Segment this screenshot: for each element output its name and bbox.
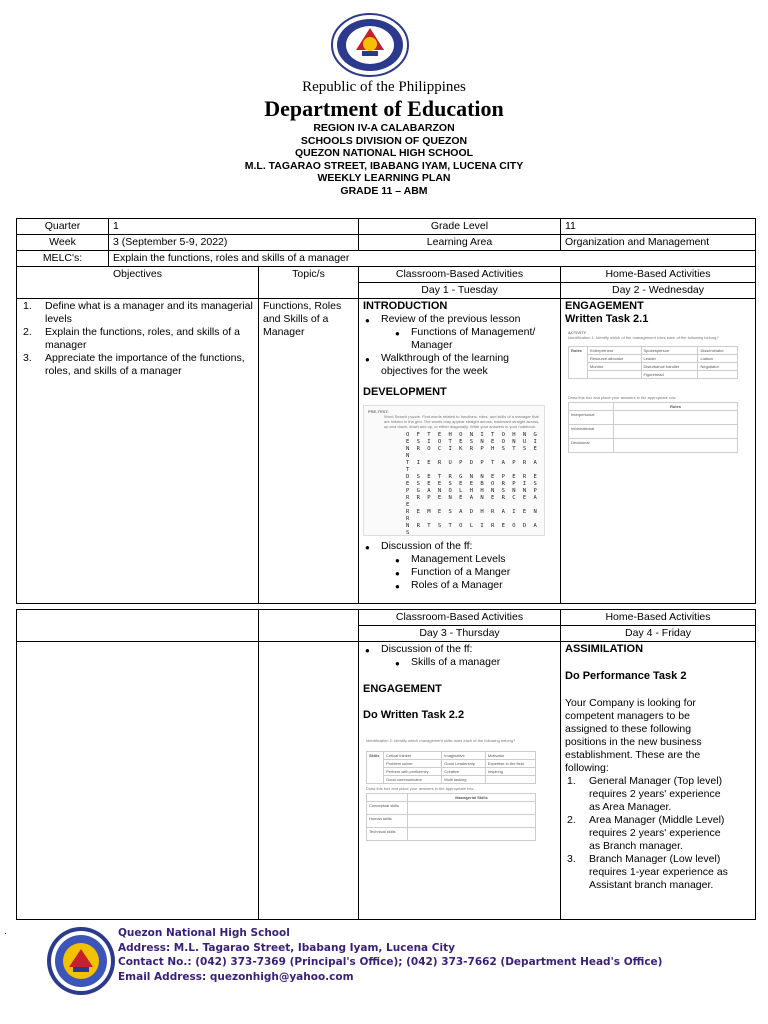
development-title: DEVELOPMENT [363, 386, 447, 398]
department-title: Department of Education [264, 96, 504, 121]
intro-sub-item: ● Functions of Management/ Manager [411, 326, 556, 352]
area-label: Learning Area [359, 235, 561, 251]
day3-header: Day 3 - Thursday [359, 626, 561, 642]
written-task-title: Written Task 2.1 [565, 313, 649, 325]
home-header: Home-Based Activities [561, 610, 756, 626]
performance-task-title: Do Performance Task 2 [565, 670, 687, 682]
roles-activity-image: ACTIVITY Identification 1: Identify which of the management roles each of the following belong? Roles Entrepreneur Spokesperson Disseminator Resource allocator Leader Liaison Monitor Disturbance handler Negotiator Figurehead Draw this box and place your answers in the appropriate row. Roles Interpersonal Informational Decisional [565, 328, 743, 455]
footer-contact-numbers: Contact No.: (042) 373-7369 (Principal's Office); (042) 373-7662 (Department Head's Office) [118, 956, 663, 968]
objective-item: 3. Appreciate the importance of the functions, roles, and skills of a manager [23, 352, 245, 377]
classroom-header: Classroom-Based Activities [359, 267, 561, 283]
footer-email: Email Address: quezonhigh@yahoo.com [118, 970, 354, 983]
quarter-label: Quarter [17, 219, 109, 235]
discussion-item: ● Discussion of the ff: ● Skills of a manager [381, 643, 556, 669]
area-value: Organization and Management [561, 235, 756, 251]
plan-table-week1 [16, 218, 756, 604]
objective-item: 2. Explain the functions, roles, and skills of a manager [23, 326, 240, 351]
task-paragraph: Your Company is looking for competent managers to be assigned to these following positions in the new business establishment. These are the following: [565, 697, 702, 774]
day1-activities [359, 299, 561, 604]
topic-cell-empty [259, 642, 359, 920]
blank-header-cell [259, 610, 359, 642]
objectives-header: Objectives [17, 267, 259, 299]
footer-address: Address: M.L. Tagarao Street, Ibabang Iyam, Lucena City [118, 941, 455, 954]
republic-line: Republic of the Philippines [302, 79, 466, 95]
objectives-list [21, 300, 254, 378]
topics-header: Topic/s [259, 267, 359, 299]
assimilation-title: ASSIMILATION [565, 643, 644, 655]
week-label: Week [17, 235, 109, 251]
region-line: REGION IV-A CALABARZON [313, 122, 455, 134]
engagement-title: ENGAGEMENT [363, 683, 442, 695]
word-search-grid: O F T E H O N I T O H N G E S I O T E S N E O N U I N R O C I K R P H S T S E N T I E R U P D P T A P R A T D S E T R G N N E P E R E E S E E S E E B O R P I S P G A N O L H H N S N N P R R P E N E A N E R C E A E R E M E S A D H R A I E N R N R T S T O L I R E O D A S [406, 432, 539, 536]
quarter-value: 1 [109, 219, 359, 235]
pretest-image: PRE-TEST: Word Search puzzle. Find words related to functions, roles, and skills of a manager that are hidden in the grid. The words may appear straight across, backward straight across, up and down, down and up, or either diagonally. Write your answers in your notebook. O F T E H O N I T O H N G E S I O T E S N E O N U I N R O C I K R P H S T S E N T I E R U P D P T A P R A T D S E T R G N N E P E R E E S E E S E E B O R P I S P G A N O L H H N S N N P R R P E N E A N E R C E A E R E M E S A D H R A I E N R N R T S T O L I R E O D A S [363, 405, 545, 536]
intro-item: ● Review of the previous lesson ● Functions of Management/ Manager [381, 313, 556, 352]
day3-activities [359, 642, 561, 920]
division-line: SCHOOLS DIVISION OF QUEZON [300, 134, 468, 147]
day4-header: Day 4 - Friday [561, 626, 756, 642]
day1-header: Day 1 - Tuesday [359, 283, 561, 299]
discussion-sub-item: ● Skills of a manager [411, 656, 556, 669]
introduction-title: INTRODUCTION [363, 300, 448, 312]
plan-title: WEEKLY LEARNING PLAN [317, 172, 451, 184]
school-logo [45, 925, 117, 997]
footer-school: Quezon National High School [118, 927, 290, 939]
topic-cell: Functions, Roles and Skills of a Manager [259, 299, 359, 604]
day2-activities [561, 299, 756, 604]
skills-activity-image: Identification 2: Identify which management skills does each of the following belong? Skills Critical thinker Imaginative Motivator Problem solver Good Leadership Expertise in the field Perform with proficiency Creative Inspiring Good communicator Multi tasking Draw this box and place your answers in the appropriate row. Managerial Skills Conceptual skills Human skills Technical skills [363, 736, 541, 843]
grade-line: GRADE 11 – ABM [340, 184, 428, 197]
deped-seal [329, 12, 411, 78]
home-header: Home-Based Activities [561, 267, 756, 283]
discussion-sub-item: ● Management Levels [411, 553, 556, 566]
objectives-cell [17, 299, 259, 604]
stray-mark: . [4, 926, 7, 937]
letterhead [0, 78, 768, 197]
discussion-sub-item: ● Function of a Manger [411, 566, 556, 579]
position-item: 1. General Manager (Top level) requires 2 years' experience as Area Manager. [567, 775, 723, 813]
week-value: 3 (September 5-9, 2022) [109, 235, 359, 251]
positions-list [565, 775, 751, 892]
position-item: 2. Area Manager (Middle Level) requires 2 years' experience as Branch manager. [567, 814, 725, 852]
melc-value: Explain the functions, roles and skills of a manager [109, 251, 756, 267]
footer-contact [118, 926, 662, 984]
day2-header: Day 2 - Wednesday [561, 283, 756, 299]
intro-item: ● Walkthrough of the learning objectives for the week [381, 352, 556, 378]
blank-header-cell [17, 610, 259, 642]
objectives-cell-empty [17, 642, 259, 920]
melc-label: MELC's: [17, 251, 109, 267]
objective-item: 1. Define what is a manager and its managerial levels [23, 300, 253, 325]
discussion-sub-item: ● Roles of a Manager [411, 579, 556, 592]
grade-label: Grade Level [359, 219, 561, 235]
written-task-title: Do Written Task 2.2 [363, 709, 465, 721]
engagement-title: ENGAGEMENT [565, 300, 644, 312]
address-line: M.L. TAGARAO STREET, IBABANG IYAM, LUCENA CITY [244, 159, 524, 172]
grade-value: 11 [561, 219, 756, 235]
day4-activities [561, 642, 756, 920]
plan-table-week2 [16, 609, 756, 920]
discussion-item: ● Discussion of the ff: ● Management Levels ● Function of a Manger ● Roles of a Manager [381, 540, 556, 592]
school-line: QUEZON NATIONAL HIGH SCHOOL [294, 147, 474, 159]
classroom-header: Classroom-Based Activities [359, 610, 561, 626]
position-item: 3. Branch Manager (Low level) requires 1-year experience as Assistant branch manager. [567, 853, 728, 891]
